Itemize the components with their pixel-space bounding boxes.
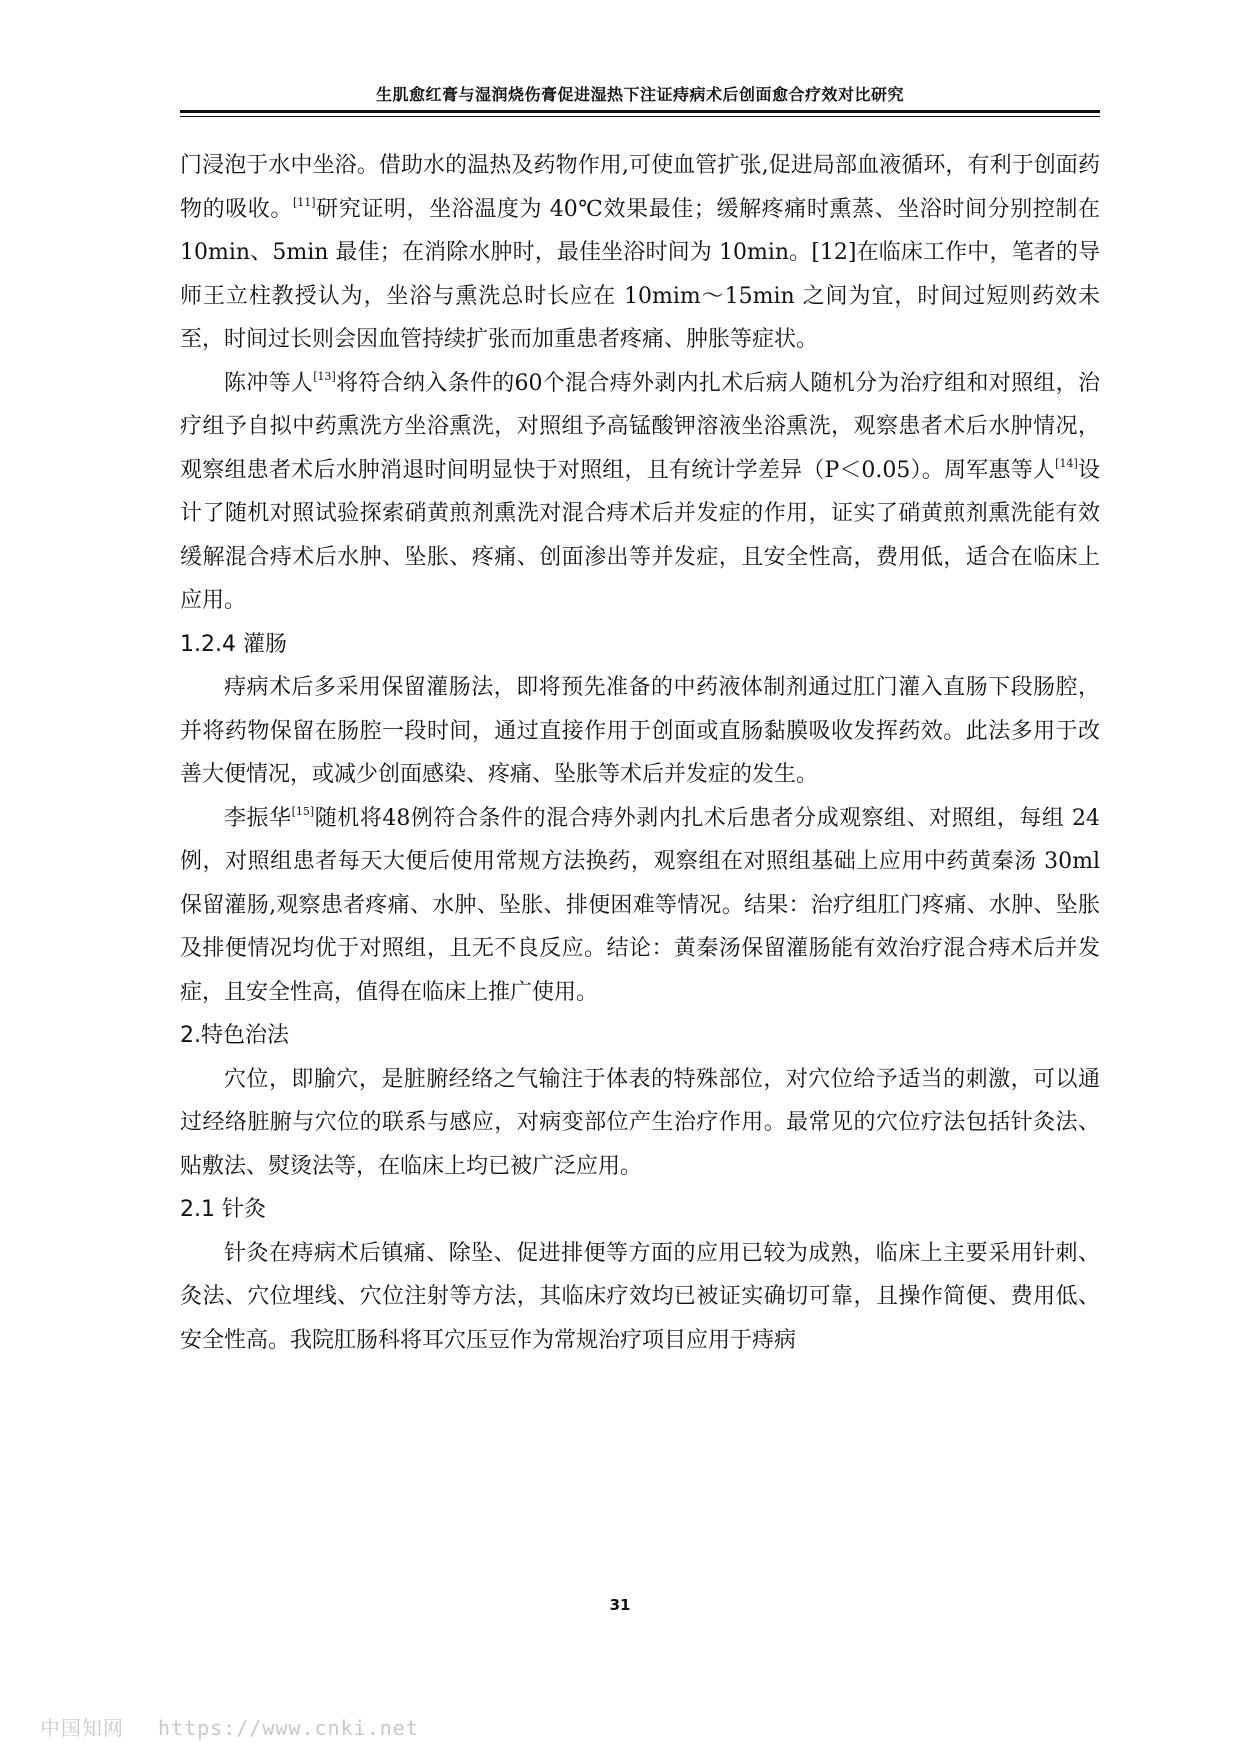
section-heading: 2.1 针灸 bbox=[180, 1197, 266, 1222]
watermark-brand: 中国知网 bbox=[40, 1716, 124, 1740]
paragraph-3: 痔病术后多采用保留灌肠法，即将预先准备的中药液体制剂通过肛门灌入直肠下段肠腔，并将药物保留在肠腔一段时间，通过直接作用于创面或直肠黏膜吸收发挥药效。此法多用于改善大便情况，或减少创面感染、疼痛、坠胀等术后并发症的发生。 bbox=[180, 675, 1100, 787]
paragraph-4: 李振华[15]随机将48例符合条件的混合痔外剥内扎术后患者分成观察组、对照组，每组 24 例，对照组患者每天大便后使用常规方法换药，观察组在对照组基础上应用中药黄秦汤 30ml 保留灌肠,观察患者疼痛、水肿、坠胀、排便困难等情况。结果：治疗组肛门疼痛、水肿、坠胀及排便情况均优于对照组，且无不良反应。结论：黄秦汤保留灌肠能有效治疗混合痔术后并发症，且安全性高，值得在临床上推广使用。 bbox=[180, 804, 1100, 1005]
section-heading: 1.2.4 灌肠 bbox=[180, 631, 287, 657]
watermark bbox=[40, 1712, 419, 1741]
page-number: 31 bbox=[609, 1596, 631, 1614]
paragraph-5: 穴位，即腧穴，是脏腑经络之气输注于体表的特殊部位，对穴位给予适当的刺激，可以通过经络脏腑与穴位的联系与感应，对病变部位产生治疗作用。最常见的穴位疗法包括针灸法、贴敷法、熨烫法等，在临床上均已被广泛应用。 bbox=[180, 1066, 1100, 1179]
citation[interactable]: [14] bbox=[1055, 456, 1078, 470]
section-heading: 2.特色治法 bbox=[180, 1023, 289, 1048]
paragraph-6: 针灸在痔病术后镇痛、除坠、促进排便等方面的应用已较为成熟，临床上主要采用针刺、灸法、穴位埋线、穴位注射等方法，其临床疗效均已被证实确切可靠，且操作简便、费用低、安全性高。我院肛肠科将耳穴压豆作为常规治疗项目应用于痔病 bbox=[180, 1240, 1100, 1353]
header-rule-thin bbox=[180, 116, 1100, 117]
citation[interactable]: [11] bbox=[292, 195, 316, 209]
header-rule-thick bbox=[180, 110, 1100, 113]
citation[interactable]: [15] bbox=[291, 804, 315, 818]
citation[interactable]: [13] bbox=[313, 369, 336, 383]
running-header: 生肌愈红膏与湿润烧伤膏促进湿热下注证痔病术后创面愈合疗效对比研究 bbox=[375, 85, 904, 104]
watermark-url[interactable]: https://www.cnki.net bbox=[158, 1716, 419, 1740]
paragraph-2: 陈冲等人[13]将符合纳入条件的60个混合痔外剥内扎术后病人随机分为治疗组和对照组，治疗组予自拟中药熏洗方坐浴熏洗，对照组予高锰酸钾溶液坐浴熏洗，观察患者术后水肿情况，观察组患者术后水肿消退时间明显快于对照组，且有统计学差异（P＜0.05）。周军惠等人[14]设计了随机对照试验探索硝黄煎剂熏洗对混合痔术后并发症的作用，证实了硝黄煎剂熏洗能有效缓解混合痔术后水肿、坠胀、疼痛、创面渗出等并发症，且安全性高，费用低，适合在临床上应用。 bbox=[180, 369, 1100, 613]
paragraph-1: 门浸泡于水中坐浴。借助水的温热及药物作用,可使血管扩张,促进局部血液循环，有利于创面药物的吸收。[11]研究证明，坐浴温度为 40℃效果最佳；缓解疼痛时熏蒸、坐浴时间分别控制在 10min、5min 最佳；在消除水肿时，最佳坐浴时间为 10min。[12]在临床工作中，笔者的导师王立柱教授认为，坐浴与熏洗总时长应在 10mim～15min 之间为宜，时间过短则药效未至，时间过长则会因血管持续扩张而加重患者疼痛、肿胀等症状。 bbox=[180, 153, 1100, 352]
body-text bbox=[180, 144, 1100, 1362]
